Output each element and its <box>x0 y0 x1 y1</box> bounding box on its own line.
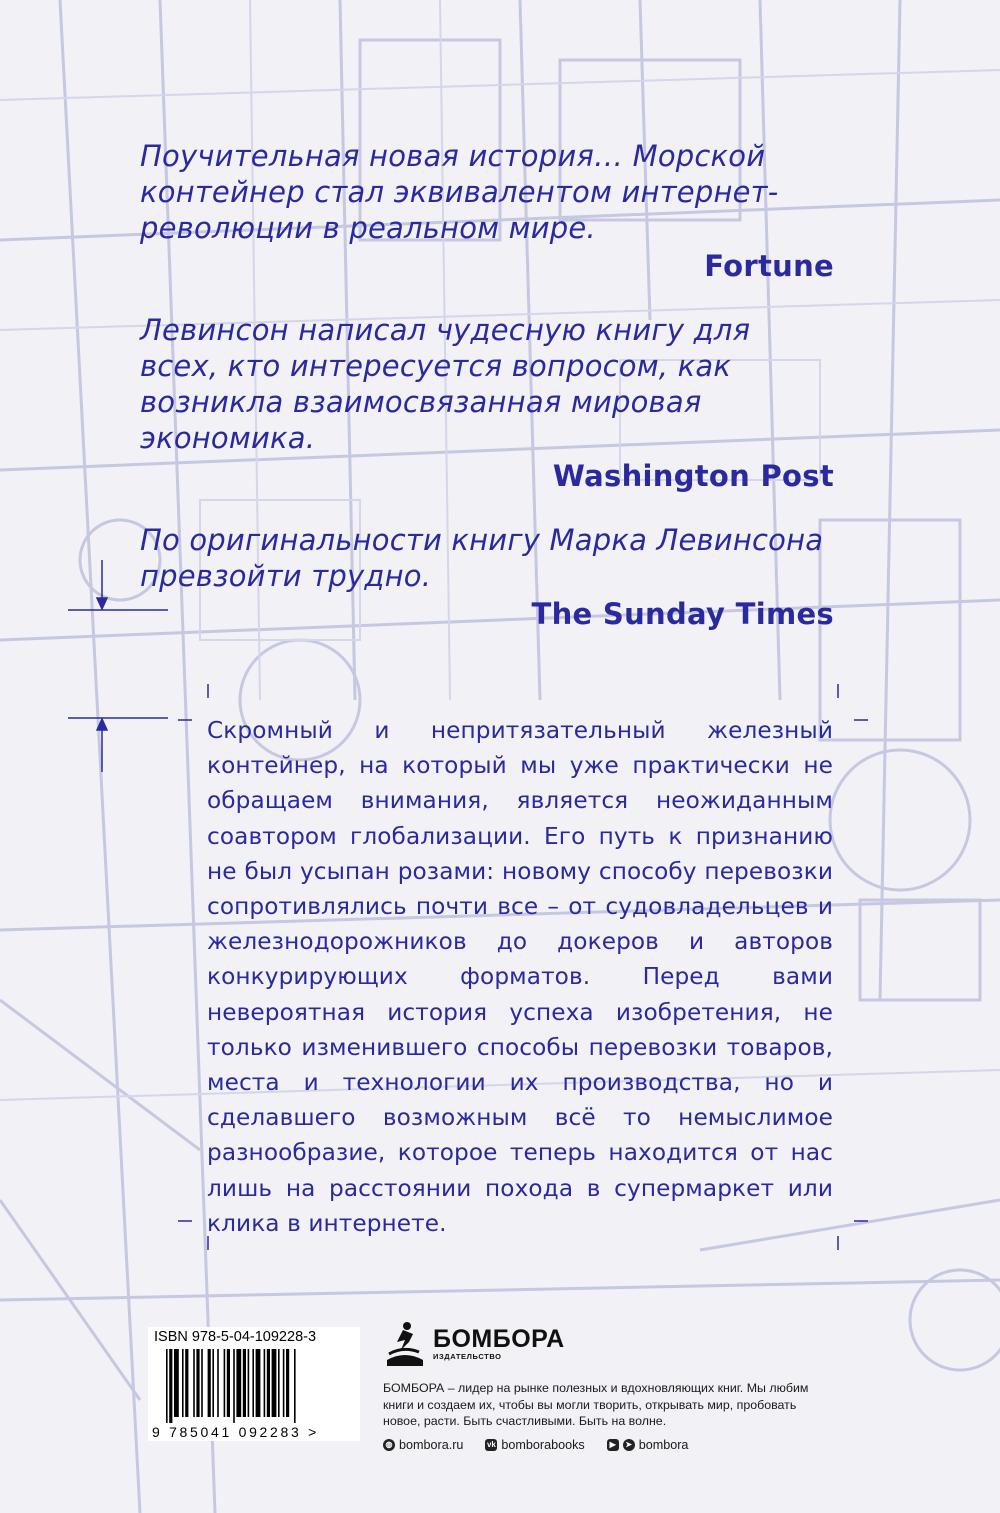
barcode-bar <box>227 1349 230 1417</box>
publisher-links <box>383 1438 833 1452</box>
review-washington-post <box>140 312 834 494</box>
review-fortune <box>140 138 834 284</box>
surfer-logo-icon <box>383 1320 427 1366</box>
reviews-section <box>140 138 834 660</box>
isbn-barcode-box <box>148 1327 360 1441</box>
review-text: Поучительная новая история… Морской контейнер стал эквивалентом интернет-революции в реальном мире. <box>140 139 779 245</box>
review-source: Washington Post <box>552 459 834 493</box>
barcode-bar <box>224 1349 226 1417</box>
barcode-bar <box>201 1349 203 1417</box>
barcode-bar <box>193 1349 195 1417</box>
barcode-bar <box>252 1349 254 1417</box>
barcode-bar <box>294 1349 296 1423</box>
barcode-bar <box>267 1349 270 1417</box>
telegram-link[interactable] <box>607 1438 689 1452</box>
book-description <box>207 713 833 1241</box>
barcode-bar <box>212 1349 214 1417</box>
barcode-bar <box>243 1349 246 1417</box>
barcode-bar <box>256 1349 261 1417</box>
website-link[interactable] <box>383 1438 463 1452</box>
isbn-label: ISBN 978-5-04-109228-3 <box>154 1329 317 1345</box>
vk-icon: vk <box>486 1440 496 1449</box>
vk-link[interactable] <box>485 1438 584 1452</box>
link-text: bombora <box>638 1437 689 1452</box>
youtube-icon: ▶ <box>607 1439 619 1451</box>
barcode-bar <box>166 1349 168 1423</box>
barcode-bar <box>196 1349 199 1417</box>
barcode-bar <box>182 1349 184 1417</box>
barcode-bar <box>208 1349 211 1417</box>
publisher-tagline: БОМБОРА – лидер на рынке полезных и вдохновляющих книг. Мы любим книги и создаем их, чтобы вы могли творить, открывать мир, пробовать новое, расти. Быть счастливыми. Быть на волне. <box>383 1381 809 1428</box>
review-sunday-times <box>140 522 834 632</box>
review-source: The Sunday Times <box>531 597 834 631</box>
link-text: bomborabooks <box>501 1437 585 1452</box>
link-text: bombora.ru <box>399 1437 464 1452</box>
publisher-logo <box>383 1320 833 1366</box>
barcode-digits: 9 785041 092283 > <box>152 1424 319 1440</box>
barcode-bar <box>185 1349 188 1417</box>
barcode-bar <box>217 1349 219 1417</box>
barcode-bar <box>169 1349 172 1423</box>
barcode-bar <box>236 1349 241 1417</box>
review-text: Левинсон написал чудесную книгу для всех, кто интересуется вопросом, как возникла взаимосвязанная мировая экономика. <box>140 313 751 455</box>
review-text: По оригинальности книгу Марка Левинсона превзойти трудно. <box>140 523 824 593</box>
barcode-bar <box>248 1349 250 1417</box>
barcode-bar <box>283 1349 285 1417</box>
description-text: Скромный и непритязательный железный контейнер, на который мы уже практически не обращаем внимания, является неожиданным соавтором глобализации. Его путь к признанию не был усыпан розами: новому способу перевозки сопротивлялись почти все – от судовладельцев и железнодорожников до докеров и авторов конкурирующих форматов. Перед вами невероятная история успеха изобретения, не только изменившего способы перевозки товаров, места и технологии их производства, но и сделавшего возможным всё то немыслимое разнообразие, которое теперь находится от нас лишь на расстоянии похода в супермаркет или клика в интернете. <box>207 717 833 1237</box>
globe-icon: ◍ <box>383 1439 395 1451</box>
barcode-bar <box>264 1349 266 1417</box>
barcode-bar <box>286 1349 289 1417</box>
barcode-bar <box>233 1349 235 1423</box>
barcode <box>166 1349 344 1423</box>
review-source: Fortune <box>704 249 834 283</box>
barcode-bar <box>272 1349 277 1417</box>
publisher-info <box>383 1320 833 1452</box>
publisher-subtitle: ИЗДАТЕЛЬСТВО <box>433 1351 502 1361</box>
publisher-name: БОМБОРА <box>433 1324 565 1353</box>
barcode-bar <box>278 1349 280 1417</box>
barcode-bar <box>174 1349 179 1417</box>
telegram-icon: ➤ <box>623 1439 635 1451</box>
